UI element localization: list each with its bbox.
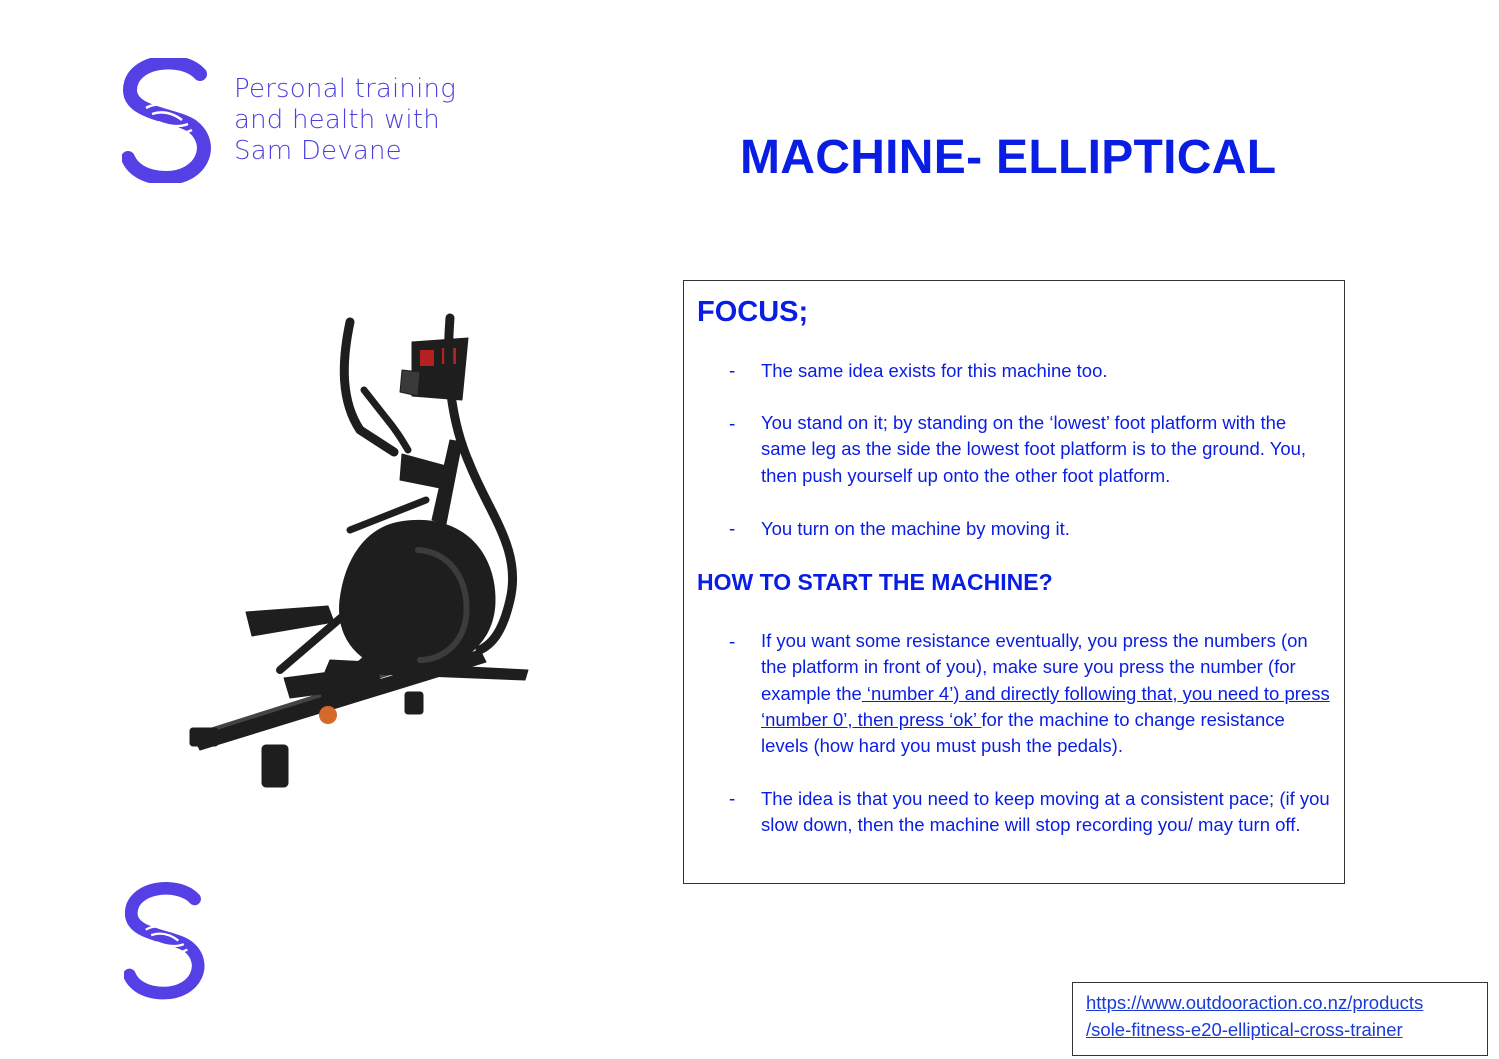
bullet-marker: - (729, 789, 736, 810)
source-link-box[interactable] (1072, 982, 1488, 1056)
start-item-1 (761, 628, 1336, 759)
start-item-1-underlined: ‘number 4’) and directly following that, you need to press ‘number 0’, then press ‘ok’ (761, 682, 1330, 730)
brand-line-1: Personal training (234, 74, 457, 104)
start-item-1-tail: for the machine to change resistance levels (how hard you must push the pedals). (761, 708, 1285, 757)
bullet-marker: - (729, 632, 736, 653)
bullet-marker: - (729, 361, 736, 382)
start-heading: HOW TO START THE MACHINE? (697, 569, 1053, 595)
focus-item-2: You stand on it; by standing on the ‘lowest’ foot platform with the same leg as the side the lowest foot platform is to the ground. You, then push yourself up onto the other foot platform. (761, 412, 1307, 486)
bullet-marker: - (729, 519, 736, 540)
source-link-line-2[interactable]: /sole-fitness-e20-elliptical-cross-trainer (1086, 1019, 1403, 1040)
bullet-marker: - (729, 414, 736, 435)
brand-line-2: and health with (234, 105, 440, 135)
s-hands-logo-icon (124, 882, 210, 1000)
focus-heading: FOCUS; (697, 296, 809, 328)
focus-item-3: You turn on the machine by moving it. (761, 518, 1070, 539)
page-title: MACHINE- ELLIPTICAL (740, 131, 1277, 184)
elliptical-machine-image (150, 300, 550, 800)
source-link-line-1[interactable]: https://www.outdooraction.co.nz/products (1086, 992, 1424, 1013)
start-item-2: The idea is that you need to keep moving at a consistent pace; (if you slow down, then the machine will stop recording you/ may turn off. (761, 788, 1330, 836)
brand-name (234, 74, 456, 167)
start-item-1-text: If you want some resistance eventually, you press the numbers (on the platform in front of you), make sure you press the number (for example the (761, 630, 1308, 704)
instruction-box (683, 280, 1345, 884)
focus-item-1: The same idea exists for this machine too. (761, 360, 1108, 381)
s-hands-logo-icon (122, 58, 217, 183)
brand-line-3: Sam Devane (234, 136, 402, 166)
